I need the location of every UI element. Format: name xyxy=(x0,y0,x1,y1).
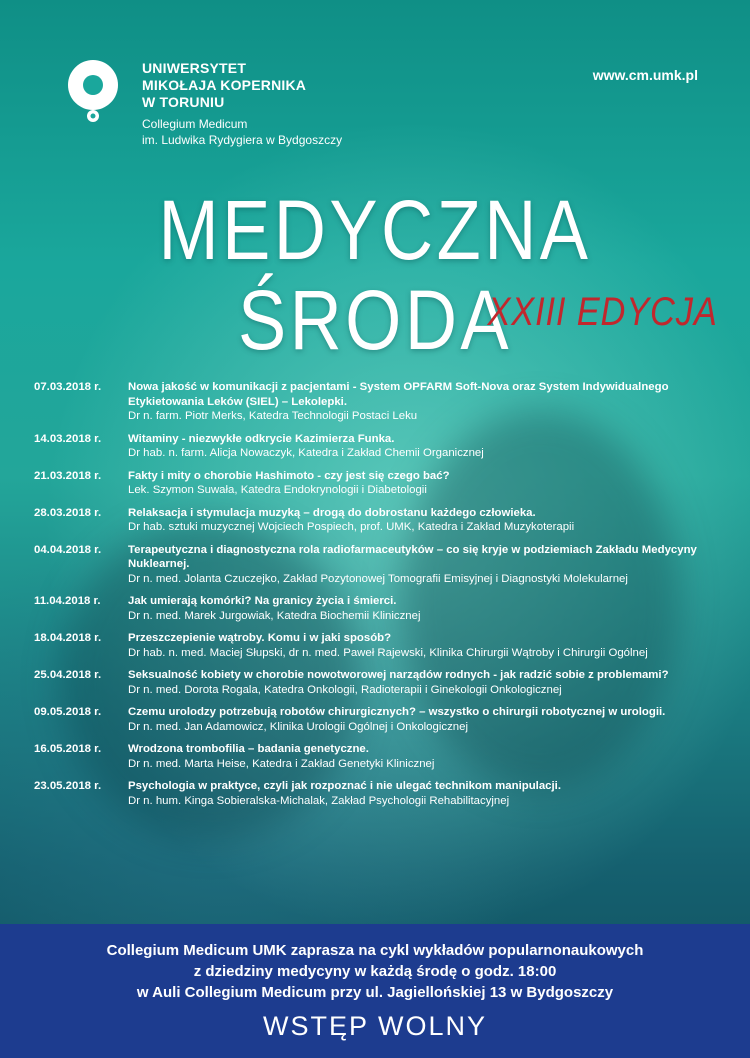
lecture-date: 23.05.2018 r. xyxy=(34,780,102,792)
lecture-title: Psychologia w praktyce, czyli jak rozpoznać i nie ulegać technikom manipulacji. xyxy=(128,780,561,792)
lecture-details xyxy=(128,668,724,697)
lecture-details xyxy=(128,705,724,734)
lecture-list xyxy=(34,380,724,816)
lecture-details xyxy=(128,779,724,808)
lecture-speaker: Dr n. farm. Piotr Merks, Katedra Technologii Postaci Leku xyxy=(128,410,418,422)
lecture-title: Fakty i mity o chorobie Hashimoto - czy jest się czego bać? xyxy=(128,469,450,482)
footer-line: z dziedziny medycyny w każdą środę o godz. 18:00 xyxy=(193,963,557,980)
university-name xyxy=(142,60,306,111)
lecture-item xyxy=(34,506,724,535)
admission-label: WSTĘP WOLNY xyxy=(262,1011,488,1041)
lecture-title: Przeszczepienie wątroby. Komu i w jaki sposób? xyxy=(128,632,392,644)
lecture-details xyxy=(128,631,724,660)
footer-line: Collegium Medicum UMK zaprasza na cykl wykładów popularnonaukowych xyxy=(106,942,644,959)
lecture-details xyxy=(128,742,724,771)
lecture-date: 14.03.2018 r. xyxy=(34,432,102,445)
lecture-item xyxy=(34,668,724,697)
university-name-line: W TORUNIU xyxy=(142,94,225,110)
edition-label: XXIII EDYCJA xyxy=(487,290,718,334)
lecture-details xyxy=(128,469,724,498)
lecture-speaker: Dr n. hum. Kinga Sobieralska-Michalak, Zakład Psychologii Rehabilitacyjnej xyxy=(128,794,510,807)
lecture-date: 11.04.2018 r. xyxy=(34,595,101,607)
university-logo-icon xyxy=(60,58,126,124)
lecture-title: Nowa jakość w komunikacji z pacjentami - System OPFARM Soft-Nova oraz System Indywidualnego Etykietowania Leków (SIEL) – Lekolepki. xyxy=(128,381,669,408)
lecture-item xyxy=(34,469,724,498)
footer xyxy=(0,924,750,1058)
lecture-item xyxy=(34,779,724,808)
footer-line: w Auli Collegium Medicum przy ul. Jagiellońskiej 13 w Bydgoszczy xyxy=(136,984,614,1001)
lecture-item xyxy=(34,742,724,771)
website-link[interactable]: www.cm.umk.pl xyxy=(592,67,698,83)
lecture-title: Jak umierają komórki? Na granicy życia i śmierci. xyxy=(128,595,397,607)
lecture-date: 25.04.2018 r. xyxy=(34,669,102,681)
lecture-speaker: Dr n. med. Marta Heise, Katedra i Zakład Genetyki Klinicznej xyxy=(128,757,435,770)
lecture-date: 07.03.2018 r. xyxy=(34,381,102,393)
lecture-title: Witaminy - niezwykłe odkrycie Kazimierza Funka. xyxy=(128,432,395,445)
lecture-speaker: Dr hab. sztuki muzycznej Wojciech Pospiech, prof. UMK, Katedra i Zakład Muzykoterapii xyxy=(128,521,575,533)
college-name-line: im. Ludwika Rydygiera w Bydgoszczy xyxy=(142,133,343,147)
lecture-speaker: Dr n. med. Jan Adamowicz, Klinika Urologii Ogólnej i Onkologicznej xyxy=(128,720,468,733)
lecture-title: Czemu urolodzy potrzebują robotów chirurgicznych? – wszystko o chirurgii robotycznej w urologii. xyxy=(128,706,666,718)
lecture-speaker: Dr n. med. Jolanta Czuczejko, Zakład Pozytonowej Tomografii Emisyjnej i Diagnostyki Molekularnej xyxy=(128,572,628,585)
lecture-title: Terapeutyczna i diagnostyczna rola radiofarmaceutyków – co się kryje w podziemiach Zakładu Medycyny Nuklearnej. xyxy=(128,543,697,570)
university-name-line: UNIWERSYTET xyxy=(142,60,247,76)
lecture-details xyxy=(128,380,724,424)
footer-invitation xyxy=(0,940,750,1003)
header xyxy=(0,0,750,170)
lecture-date: 16.05.2018 r. xyxy=(34,743,102,755)
college-name-line: Collegium Medicum xyxy=(142,117,248,131)
lecture-item xyxy=(34,705,724,734)
lecture-item xyxy=(34,594,724,623)
poster-title: MEDYCZNA ŚRODA xyxy=(158,183,592,367)
lecture-date: 04.04.2018 r. xyxy=(34,543,102,556)
lecture-speaker: Dr hab. n. med. Maciej Słupski, dr n. med. Paweł Rajewski, Klinika Chirurgii Wątroby i Chirurgii Ogólnej xyxy=(128,646,648,659)
lecture-item xyxy=(34,380,724,424)
lecture-date: 18.04.2018 r. xyxy=(34,632,102,644)
college-name xyxy=(142,116,342,148)
lecture-item xyxy=(34,543,724,587)
university-name-line: MIKOŁAJA KOPERNIKA xyxy=(142,77,307,93)
lecture-details xyxy=(128,594,724,623)
lecture-date: 09.05.2018 r. xyxy=(34,706,102,718)
lecture-item xyxy=(34,432,724,461)
lecture-speaker: Dr n. med. Dorota Rogala, Katedra Onkologii, Radioterapii i Ginekologii Onkologicznej xyxy=(128,683,562,696)
lecture-details xyxy=(128,432,724,461)
lecture-speaker: Lek. Szymon Suwała, Katedra Endokrynologii i Diabetologii xyxy=(128,484,427,496)
lecture-details xyxy=(128,543,724,587)
lecture-item xyxy=(34,631,724,660)
lecture-speaker: Dr hab. n. farm. Alicja Nowaczyk, Katedra i Zakład Chemii Organicznej xyxy=(128,447,484,459)
lecture-date: 28.03.2018 r. xyxy=(34,506,102,519)
lecture-title: Seksualność kobiety w chorobie nowotworowej narządów rodnych - jak radzić sobie z problemami? xyxy=(128,669,669,681)
lecture-speaker: Dr n. med. Marek Jurgowiak, Katedra Biochemii Klinicznej xyxy=(128,609,421,622)
lecture-details xyxy=(128,506,724,535)
lecture-title: Wrodzona trombofilia – badania genetyczne. xyxy=(128,743,369,755)
lecture-date: 21.03.2018 r. xyxy=(34,469,102,482)
lecture-title: Relaksacja i stymulacja muzyką – drogą do dobrostanu każdego człowieka. xyxy=(128,506,536,519)
